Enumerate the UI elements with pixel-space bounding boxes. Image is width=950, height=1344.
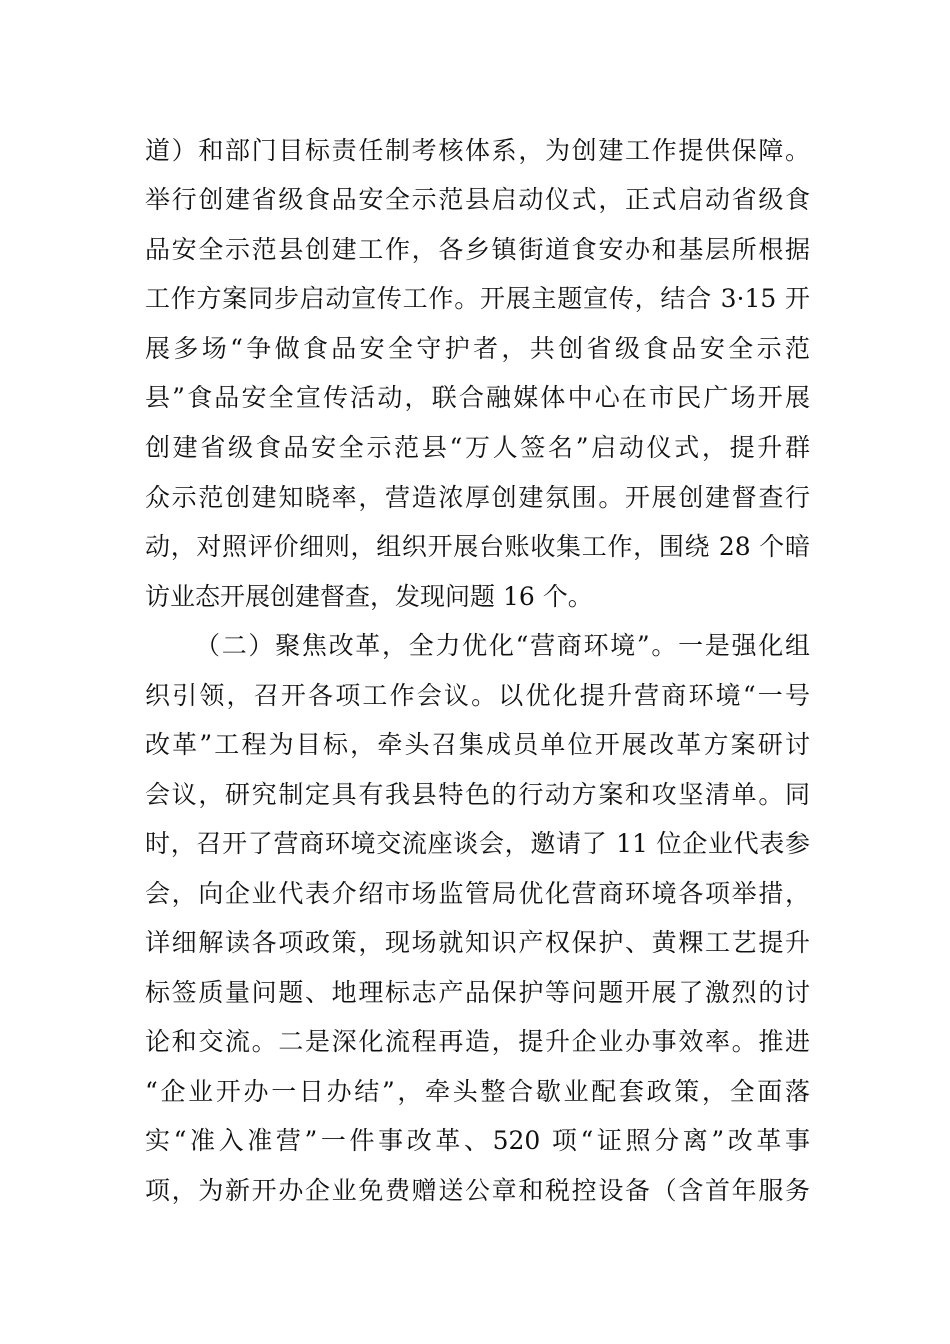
text-line: 创建省级食品安全示范县“万人签名”启动仪式，提升群 — [145, 433, 810, 462]
text-line: 改革”工程为目标，牵头召集成员单位开展改革方案研讨 — [145, 730, 810, 759]
section-heading-line: （二）聚焦改革，全力优化“营商环境”。一是强化组 — [195, 631, 810, 660]
text-line: 实“准入准营”一件事改革、520 项“证照分离”改革事 — [145, 1126, 810, 1155]
text-line: 动，对照评价细则，组织开展台账收集工作，围绕 28 个暗 — [145, 532, 810, 561]
text-line: 展多场“争做食品安全守护者，共创省级食品安全示范 — [145, 334, 810, 363]
text-line: 道）和部门目标责任制考核体系，为创建工作提供保障。 — [145, 136, 810, 165]
text-line: 会，向企业代表介绍市场监管局优化营商环境各项举措， — [145, 879, 810, 908]
text-line: 标签质量问题、地理标志产品保护等问题开展了激烈的讨 — [145, 978, 810, 1007]
text-line: 项，为新开办企业免费赠送公章和税控设备（含首年服务 — [145, 1176, 810, 1205]
text-line: 时，召开了营商环境交流座谈会，邀请了 11 位企业代表参 — [145, 829, 810, 858]
text-line: 论和交流。二是深化流程再造，提升企业办事效率。推进 — [145, 1027, 810, 1056]
text-line: 众示范创建知晓率，营造浓厚创建氛围。开展创建督查行 — [145, 483, 810, 512]
text-line: 织引领，召开各项工作会议。以优化提升营商环境“一号 — [145, 681, 810, 710]
text-line: 会议，研究制定具有我县特色的行动方案和攻坚清单。同 — [145, 780, 810, 809]
text-line: 工作方案同步启动宣传工作。开展主题宣传，结合 3·15 开 — [145, 284, 810, 313]
text-line: 县”食品安全宣传活动，联合融媒体中心在市民广场开展 — [145, 383, 810, 412]
text-line: 举行创建省级食品安全示范县启动仪式，正式启动省级食 — [145, 185, 810, 214]
text-line: 品安全示范县创建工作，各乡镇街道食安办和基层所根据 — [145, 235, 810, 264]
text-line: 详细解读各项政策，现场就知识产权保护、黄粿工艺提升 — [145, 928, 810, 957]
text-line: “企业开办一日办结”，牵头整合歇业配套政策，全面落 — [145, 1077, 810, 1106]
text-line: 访业态开展创建督查，发现问题 16 个。 — [145, 582, 593, 611]
